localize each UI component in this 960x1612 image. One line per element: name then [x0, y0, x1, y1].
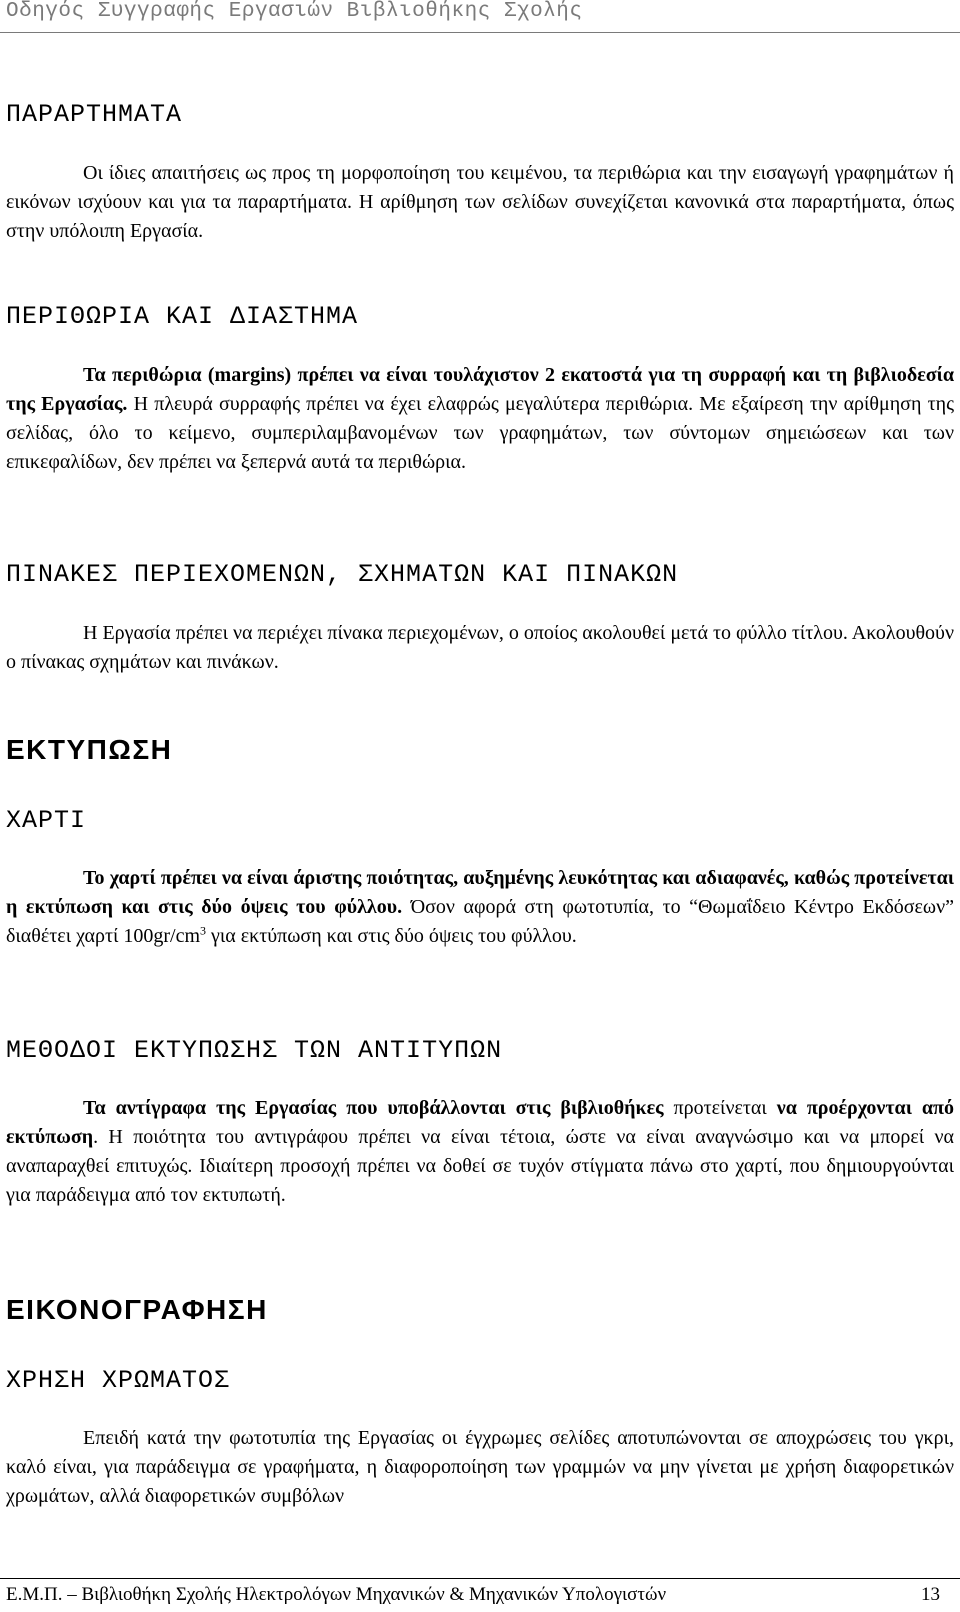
heading-illustration: ΕΙΚΟΝΟΓΡΑΦΗΣΗ	[6, 1294, 268, 1325]
heading-appendices: ΠΑΡΑΡΤΗΜΑΤΑ	[6, 100, 183, 129]
copy-bold-2: να προέρχονται από εκτύπωση	[6, 1097, 955, 1148]
heading-copy-methods: ΜΕΘΟΔΟΙ ΕΚΤΥΠΩΣΗΣ ΤΩΝ ΑΝΤΙΤΥΠΩΝ	[6, 1036, 503, 1065]
copy-text-2: . Η ποιότητα του αντιγράφου πρέπει να είναι τέτοια, ώστε να είναι αναγνώσιμο και να μπορεί να αναπαραχθεί επιτυχώς. Ιδιαίτερη προσοχή πρέπει να δοθεί σε τυχόν στίγματα πάνω στο χαρτί, που δημιουργούνται για παράδειγμα από τον εκτυπωτή.	[6, 1126, 954, 1206]
paper-text-end: για εκτύπωση και στις δύο όψεις του φύλλου.	[206, 925, 577, 947]
paragraph-tables: Η Εργασία πρέπει να περιέχει πίνακα περιεχομένων, ο οποίος ακολουθεί μετά το φύλλο τίτλου. Ακολουθούν ο πίνακας σχημάτων και πινάκων.	[6, 622, 954, 673]
heading-color-use: ΧΡΗΣΗ ΧΡΩΜΑΤΟΣ	[6, 1366, 231, 1395]
paper-superscript: 3	[200, 923, 207, 938]
copy-bold-1: Τα αντίγραφα της Εργασίας που υποβάλλονται στις βιβλιοθήκες	[83, 1097, 664, 1119]
footer-text: Ε.Μ.Π. – Βιβλιοθήκη Σχολής Ηλεκτρολόγων Μηχανικών & Μηχανικών Υπολογιστών	[6, 1584, 667, 1605]
paragraph-paper	[6, 864, 954, 951]
paragraph-appendices: Οι ίδιες απαιτήσεις ως προς τη μορφοποίηση του κειμένου, τα περιθώρια και την εισαγωγή γραφημάτων ή εικόνων ισχύουν και για τα παραρτήματα. Η αρίθμηση των σελίδων συνεχίζεται κανονικά στα παραρτήματα, όπως στην υπόλοιπη Εργασία.	[6, 162, 954, 242]
margins-bold-text: Τα περιθώρια (margins) πρέπει να είναι τουλάχιστον 2 εκατοστά για τη συρραφή και τη βιβλιοδεσία της Εργασίας.	[6, 364, 954, 415]
margins-text: Η πλευρά συρραφής πρέπει να έχει ελαφρώς μεγαλύτερα περιθώρια. Με εξαίρεση την αρίθμηση της σελίδας, όλο το κείμενο, συμπεριλαμβανομένων των γραφημάτων, των σύντομων σημειώσεων και των επικεφαλίδων, δεν πρέπει να ξεπερνά αυτά τα περιθώρια.	[6, 393, 954, 473]
heading-printing: ΕΚΤΥΠΩΣΗ	[6, 734, 173, 765]
copy-text-1: προτείνεται	[663, 1097, 777, 1119]
heading-paper: ΧΑΡΤΙ	[6, 806, 87, 835]
paper-text: Όσον αφορά στη φωτοτυπία, το “Θωμαΐδειο Κέντρο Εκδόσεων” διαθέτει χαρτί 100gr/cm	[6, 896, 955, 947]
header-rule	[0, 32, 960, 33]
paragraph-margins	[6, 361, 954, 477]
heading-margins: ΠΕΡΙΘΩΡΙΑ ΚΑΙ ΔΙΑΣΤΗΜΑ	[6, 302, 359, 331]
running-header: Οδηγός Συγγραφής Εργασιών Βιβλιοθήκης Σχολής	[6, 0, 583, 23]
paragraph-color-use: Επειδή κατά την φωτοτυπία της Εργασίας οι έγχρωμες σελίδες αποτυπώνονται σε αποχρώσεις του γκρι, καλό είναι, για παράδειγμα σε γραφήματα, η διαφοροποίηση των γραμμών να μην γίνεται με χρήση διαφορετικών χρωμάτων, αλλά διαφορετικών συμβόλων	[6, 1427, 954, 1507]
paper-bold-text: Το χαρτί πρέπει να είναι άριστης ποιότητας, αυξημένης λευκότητας και αδιαφανές, καθώς προτείνεται η εκτύπωση και στις δύο όψεις του φύλλου.	[6, 867, 954, 918]
page-number: 13	[921, 1584, 940, 1605]
paragraph-copy-methods	[6, 1094, 954, 1210]
footer-rule	[0, 1578, 960, 1579]
heading-tables: ΠΙΝΑΚΕΣ ΠΕΡΙΕΧΟΜΕΝΩΝ, ΣΧΗΜΑΤΩΝ ΚΑΙ ΠΙΝΑΚΩΝ	[6, 560, 679, 589]
